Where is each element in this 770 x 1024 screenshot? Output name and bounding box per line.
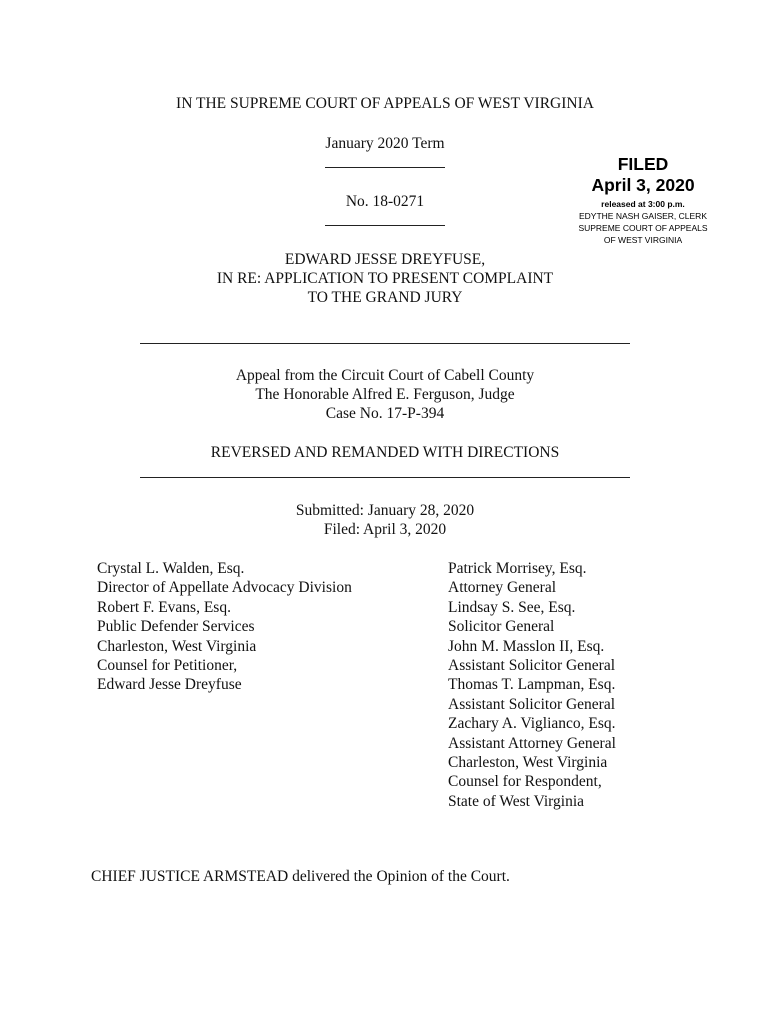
submitted-date: Submitted: January 28, 2020 xyxy=(295,502,475,519)
filed-stamp-title: FILED xyxy=(617,154,669,174)
counsel-line: Assistant Solicitor General xyxy=(448,657,616,675)
court-heading: IN THE SUPREME COURT OF APPEALS OF WEST VIRGINIA xyxy=(176,95,594,112)
appeal-line-1: Appeal from the Circuit Court of Cabell County xyxy=(235,367,535,384)
counsel-line: Patrick Morrisey, Esq. xyxy=(448,560,587,577)
opinion-delivery-line: CHIEF JUSTICE ARMSTEAD delivered the Opinion of the Court. xyxy=(91,868,510,885)
party-line-2: IN RE: APPLICATION TO PRESENT COMPLAINT xyxy=(216,270,554,287)
counsel-petitioner-block xyxy=(97,559,352,695)
party-line-1: EDWARD JESSE DREYFUSE, xyxy=(284,251,486,268)
counsel-line: Solicitor General xyxy=(448,618,555,636)
filed-stamp-court-line1: SUPREME COURT OF APPEALS xyxy=(578,223,708,233)
counsel-line: State of West Virginia xyxy=(448,792,585,810)
counsel-line: Zachary A. Viglianco, Esq. xyxy=(448,715,616,733)
counsel-line: Counsel for Respondent, xyxy=(448,773,602,791)
filed-date: Filed: April 3, 2020 xyxy=(323,521,447,538)
counsel-line: Crystal L. Walden, Esq. xyxy=(97,560,245,577)
counsel-line: Director of Appellate Advocacy Division xyxy=(97,579,352,597)
counsel-line: Charleston, West Virginia xyxy=(448,754,608,772)
filed-stamp-court-line2: OF WEST VIRGINIA xyxy=(603,235,683,245)
filed-stamp xyxy=(560,154,726,246)
appeal-line-3: Case No. 17-P-394 xyxy=(325,405,445,422)
counsel-line: Lindsay S. See, Esq. xyxy=(448,598,576,616)
counsel-line: Attorney General xyxy=(448,579,557,597)
section-rule-bottom xyxy=(140,477,630,478)
counsel-respondent-block xyxy=(448,559,616,811)
section-rule-top xyxy=(140,343,630,344)
counsel-line: Assistant Solicitor General xyxy=(448,695,616,713)
filed-stamp-release-time: released at 3:00 p.m. xyxy=(601,199,685,209)
counsel-line: Assistant Attorney General xyxy=(448,734,616,752)
counsel-line: Counsel for Petitioner, xyxy=(97,657,238,675)
case-number: No. 18-0271 xyxy=(345,193,425,210)
appeal-line-2: The Honorable Alfred E. Ferguson, Judge xyxy=(255,386,515,403)
counsel-line: Public Defender Services xyxy=(97,618,255,636)
counsel-line: Edward Jesse Dreyfuse xyxy=(97,676,242,694)
counsel-line: Robert F. Evans, Esq. xyxy=(97,598,231,616)
counsel-line: Charleston, West Virginia xyxy=(97,637,257,655)
counsel-line: John M. Masslon II, Esq. xyxy=(448,637,605,655)
filed-stamp-date: April 3, 2020 xyxy=(591,175,695,195)
counsel-line: Thomas T. Lampman, Esq. xyxy=(448,676,616,694)
term-line: January 2020 Term xyxy=(325,135,445,152)
filed-stamp-clerk: EDYTHE NASH GAISER, CLERK xyxy=(578,211,707,221)
disposition: REVERSED AND REMANDED WITH DIRECTIONS xyxy=(210,444,560,461)
party-line-3: TO THE GRAND JURY xyxy=(307,289,463,306)
